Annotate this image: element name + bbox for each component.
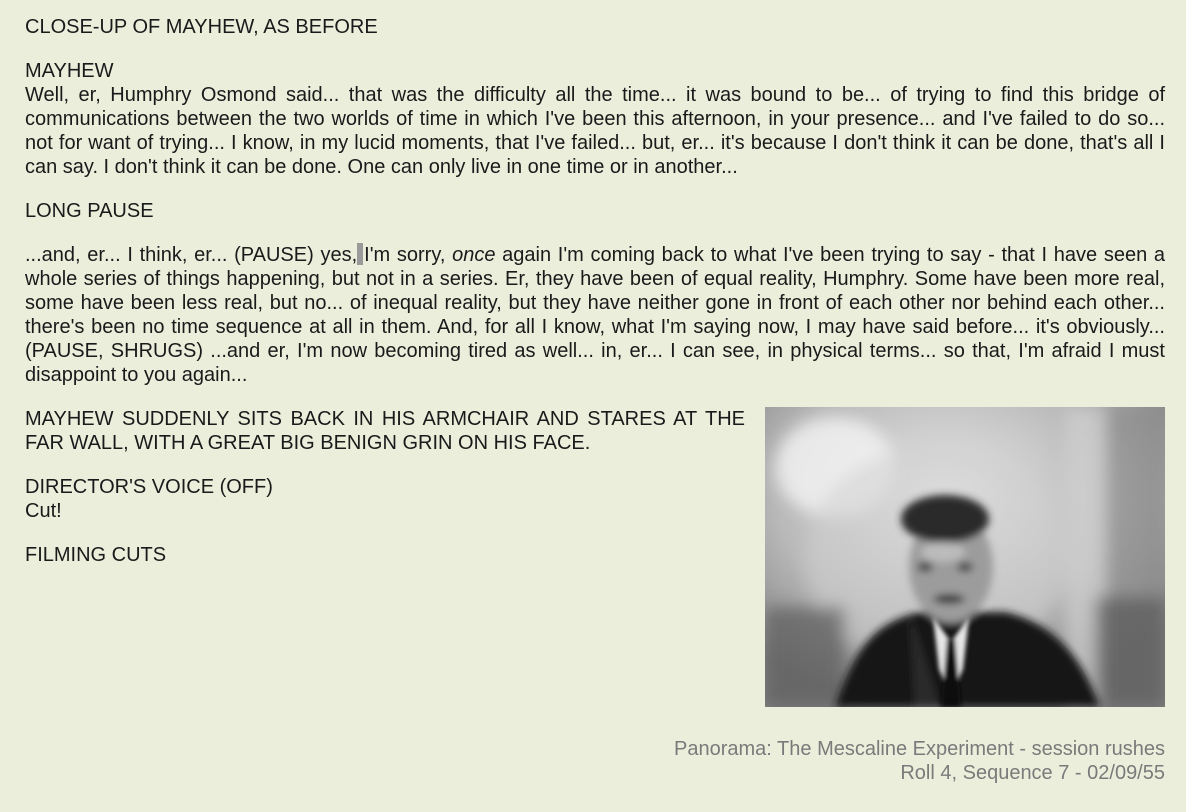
dialogue-director xyxy=(25,475,745,523)
scene-heading: CLOSE-UP OF MAYHEW, AS BEFORE xyxy=(25,16,378,38)
emphasis-text: once xyxy=(452,244,496,266)
speaker-name: DIRECTOR'S VOICE (OFF) xyxy=(25,476,273,498)
dialogue-continued xyxy=(25,243,1165,387)
stage-direction-end: FILMING CUTS xyxy=(25,544,167,566)
film-still-graphic xyxy=(765,407,1165,707)
stage-direction-grin: MAYHEW SUDDENLY SITS BACK IN HIS ARMCHAIR AND STARES AT THE FAR WALL, WITH A GREAT BIG BENIGN GRIN ON HIS FACE. xyxy=(25,408,745,454)
text-cursor xyxy=(357,243,363,265)
closing-section xyxy=(25,407,1165,707)
stage-direction-pause: LONG PAUSE xyxy=(25,200,154,222)
dialogue-text-part: I'm sorry, xyxy=(364,244,453,266)
film-still-image xyxy=(765,407,1165,707)
dialogue-text: Well, er, Humphry Osmond said... that was the difficulty all the time... it was bound to be... of trying to find this bridge of communications between the two worlds of time in which I've been this afternoon, in your presence... and I've failed to do so... not for want of trying... I know, in my lucid moments, that I've failed... but, er... it's because I don't think it can be done, that's all I can say. I don't think it can be done. One can only live in one time or in another... xyxy=(25,84,1165,178)
dialogue-text: Cut! xyxy=(25,500,62,522)
closing-text xyxy=(25,407,745,587)
dialogue-text-part: again I'm coming back to what I've been trying to say - that I have seen a whole series of things happening, but not in a series. Er, they have been of equal reality, Humphry. Some have been more real, some have been less real, but no... of inequal reality, but they have neither gone in front of each other nor behind each other... there's been no time sequence at all in them. And, for all I know, what I'm saying now, I may have said before... it's obviously... (PAUSE, SHRUGS) ...and er, I'm now becoming tired as well... in, er... I can see, in physical terms... so that, I'm afraid I must disappoint to you again... xyxy=(25,244,1166,386)
speaker-name: MAYHEW xyxy=(25,60,114,82)
dialogue-text-part: ...and, er... I think, er... (PAUSE) yes, xyxy=(25,244,358,266)
transcript xyxy=(25,15,1165,707)
footer-caption xyxy=(674,737,1165,785)
caption-title: Panorama: The Mescaline Experiment - session rushes xyxy=(674,738,1165,760)
dialogue-mayhew xyxy=(25,59,1165,179)
caption-reference: Roll 4, Sequence 7 - 02/09/55 xyxy=(900,762,1165,784)
